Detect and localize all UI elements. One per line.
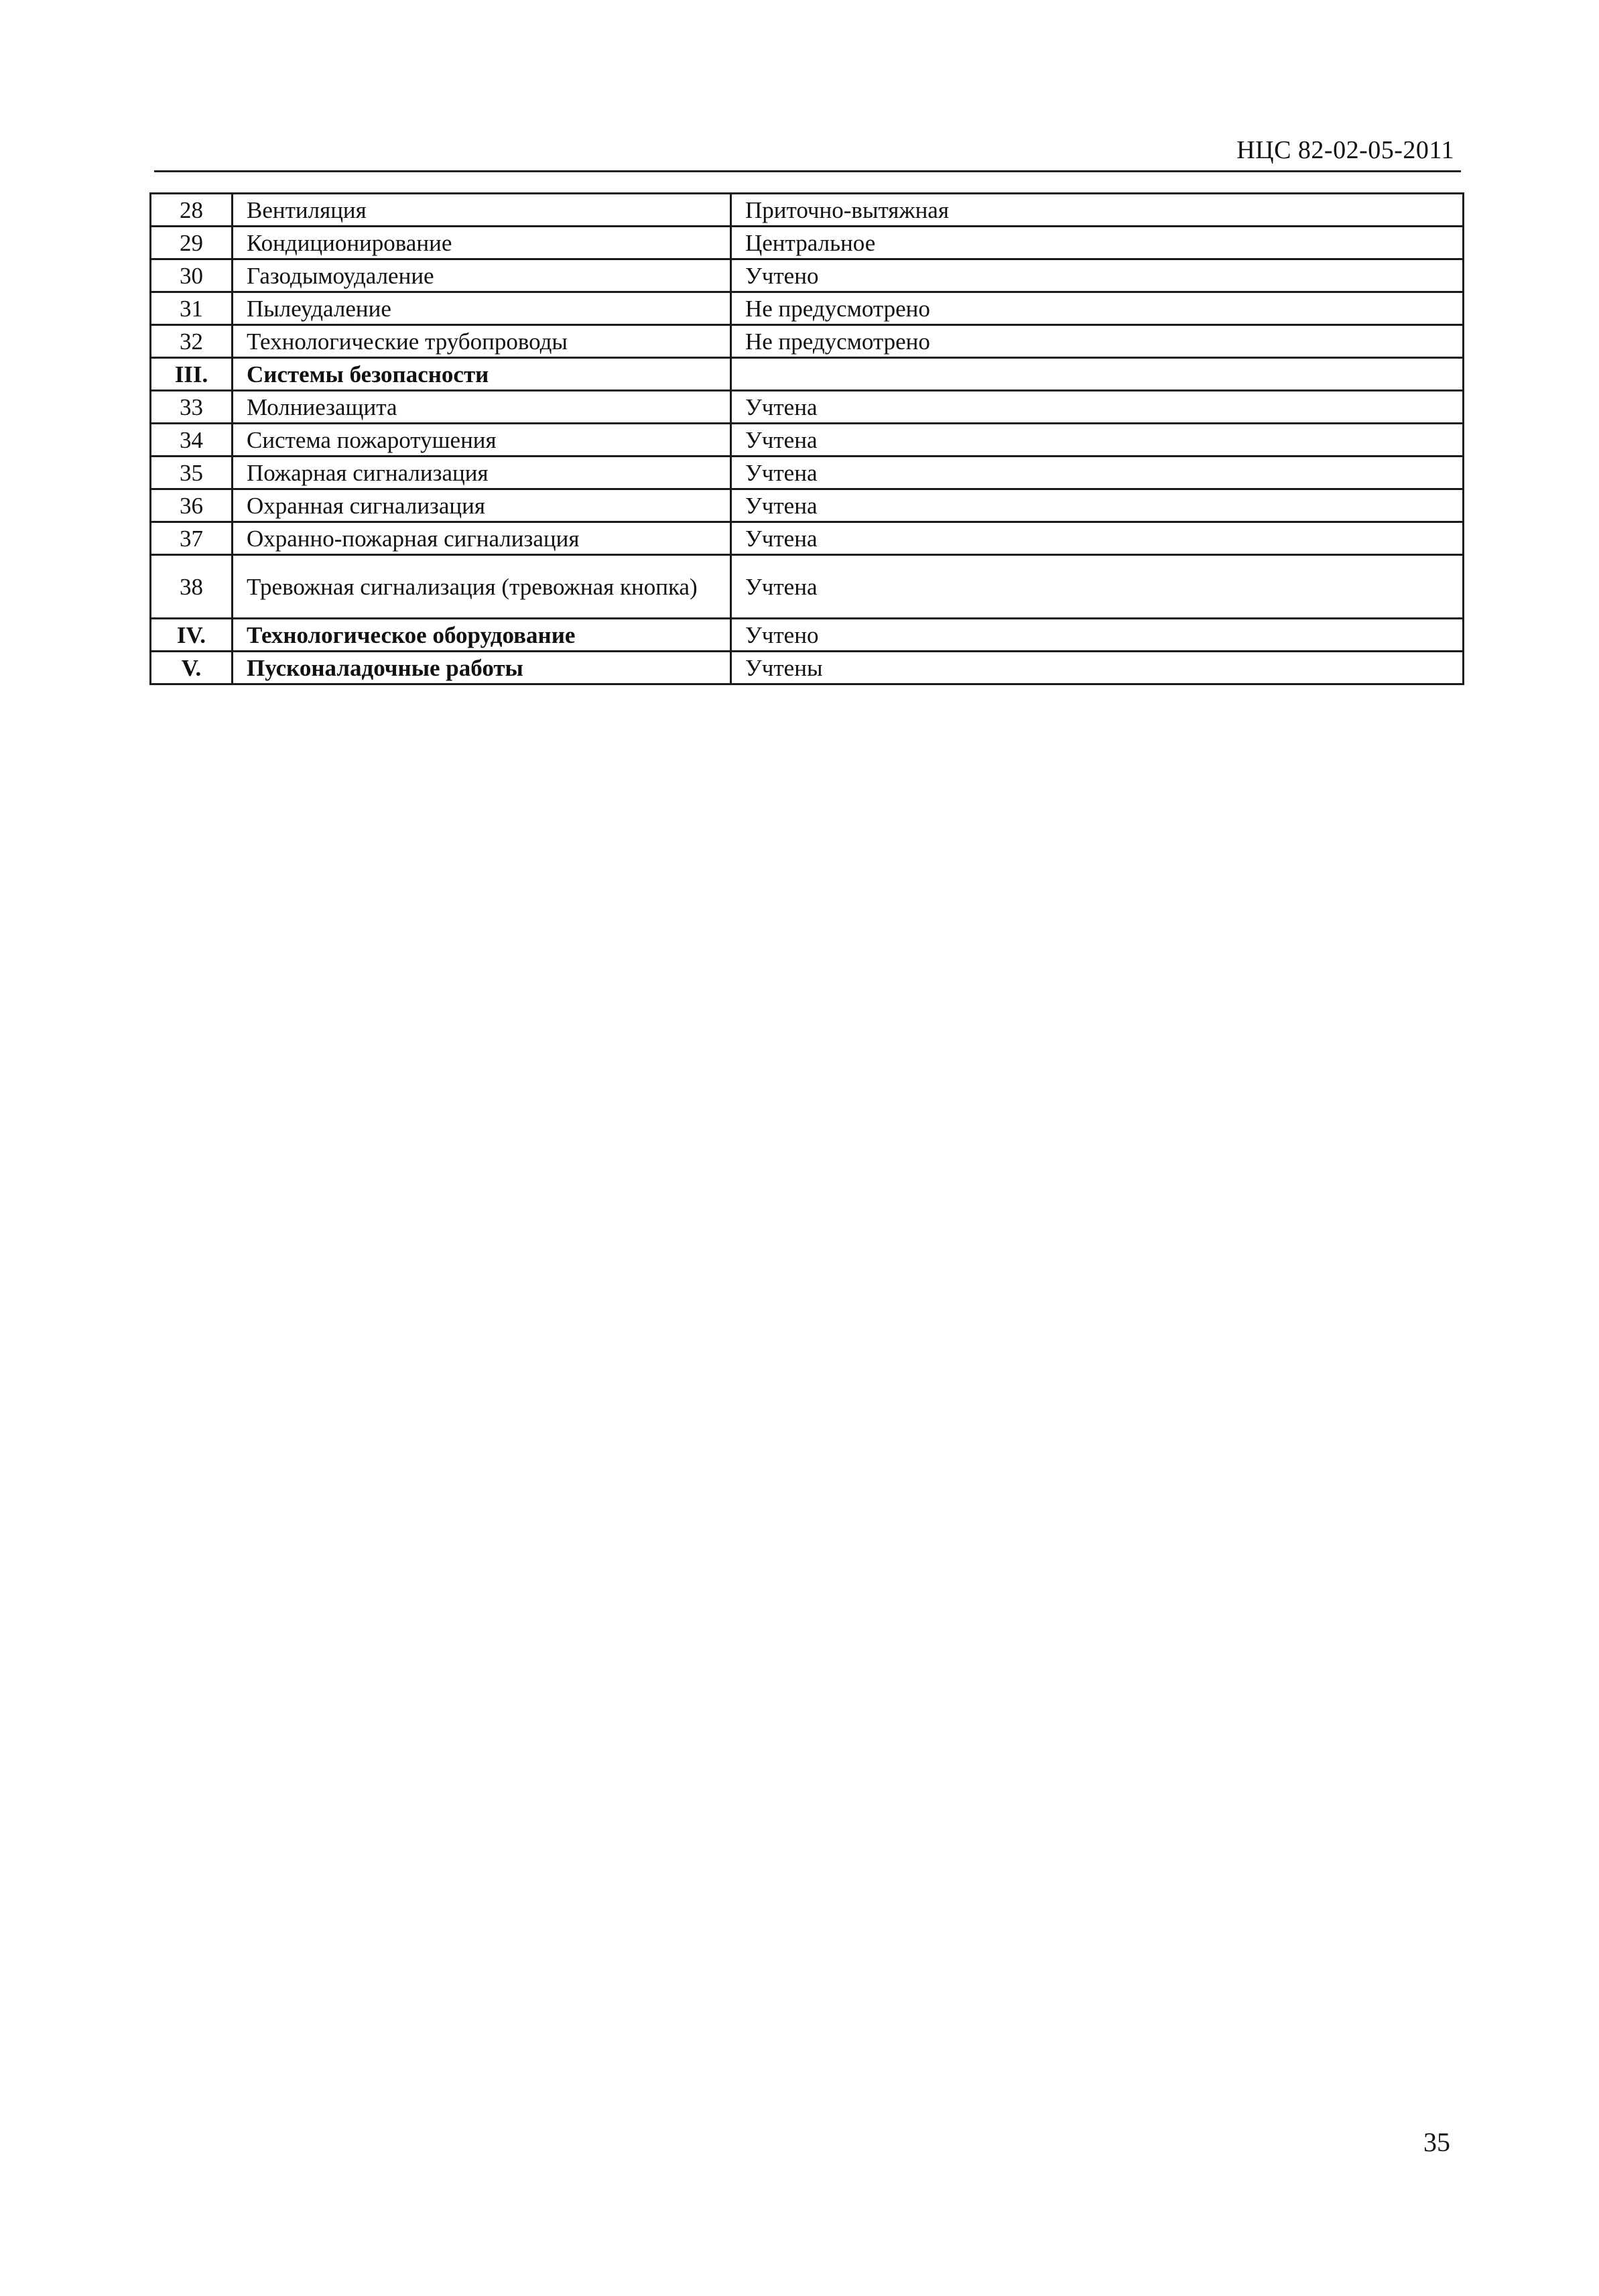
row-name: Пылеудаление bbox=[233, 292, 731, 325]
section-value bbox=[731, 358, 1464, 391]
section-value: Учтено bbox=[731, 619, 1464, 652]
section-value: Учтены bbox=[731, 652, 1464, 684]
table-row bbox=[151, 424, 1464, 457]
row-number: 32 bbox=[151, 325, 233, 358]
table-row bbox=[151, 489, 1464, 522]
table-row bbox=[151, 555, 1464, 619]
section-title: Технологическое оборудование bbox=[233, 619, 731, 652]
row-name: Тревожная сигнализация (тревожная кнопка) bbox=[233, 555, 731, 619]
row-value: Учтена bbox=[731, 555, 1464, 619]
row-number: 36 bbox=[151, 489, 233, 522]
page-number: 35 bbox=[1423, 2127, 1450, 2157]
row-value: Учтена bbox=[731, 457, 1464, 489]
section-number: III. bbox=[151, 358, 233, 391]
specification-table-body bbox=[151, 194, 1464, 684]
row-number: 31 bbox=[151, 292, 233, 325]
row-value: Учтена bbox=[731, 391, 1464, 424]
row-name: Пожарная сигнализация bbox=[233, 457, 731, 489]
table-row bbox=[151, 325, 1464, 358]
section-row bbox=[151, 652, 1464, 684]
row-number: 35 bbox=[151, 457, 233, 489]
row-name: Молниезащита bbox=[233, 391, 731, 424]
row-number: 33 bbox=[151, 391, 233, 424]
section-number: IV. bbox=[151, 619, 233, 652]
section-number: V. bbox=[151, 652, 233, 684]
table-row bbox=[151, 522, 1464, 555]
row-name: Охранно-пожарная сигнализация bbox=[233, 522, 731, 555]
table-row bbox=[151, 194, 1464, 227]
row-value: Не предусмотрено bbox=[731, 325, 1464, 358]
section-title: Пусконаладочные работы bbox=[233, 652, 731, 684]
row-value: Учтена bbox=[731, 424, 1464, 457]
row-value: Учтена bbox=[731, 489, 1464, 522]
table-row bbox=[151, 391, 1464, 424]
row-number: 28 bbox=[151, 194, 233, 227]
row-name: Вентиляция bbox=[233, 194, 731, 227]
table-row bbox=[151, 292, 1464, 325]
table-row bbox=[151, 457, 1464, 489]
page-header bbox=[154, 133, 1461, 172]
table-row bbox=[151, 259, 1464, 292]
row-value: Центральное bbox=[731, 227, 1464, 259]
row-name: Кондиционирование bbox=[233, 227, 731, 259]
row-number: 30 bbox=[151, 259, 233, 292]
row-name: Газодымоудаление bbox=[233, 259, 731, 292]
specification-table bbox=[149, 192, 1464, 685]
document-code: НЦС 82-02-05-2011 bbox=[1236, 136, 1454, 164]
table-row bbox=[151, 227, 1464, 259]
row-number: 29 bbox=[151, 227, 233, 259]
row-name: Охранная сигнализация bbox=[233, 489, 731, 522]
row-value: Учтено bbox=[731, 259, 1464, 292]
row-name: Технологические трубопроводы bbox=[233, 325, 731, 358]
row-value: Приточно-вытяжная bbox=[731, 194, 1464, 227]
section-row bbox=[151, 619, 1464, 652]
row-name: Система пожаротушения bbox=[233, 424, 731, 457]
row-number: 34 bbox=[151, 424, 233, 457]
section-row bbox=[151, 358, 1464, 391]
row-number: 38 bbox=[151, 555, 233, 619]
row-number: 37 bbox=[151, 522, 233, 555]
row-value: Учтена bbox=[731, 522, 1464, 555]
row-value: Не предусмотрено bbox=[731, 292, 1464, 325]
section-title: Системы безопасности bbox=[233, 358, 731, 391]
